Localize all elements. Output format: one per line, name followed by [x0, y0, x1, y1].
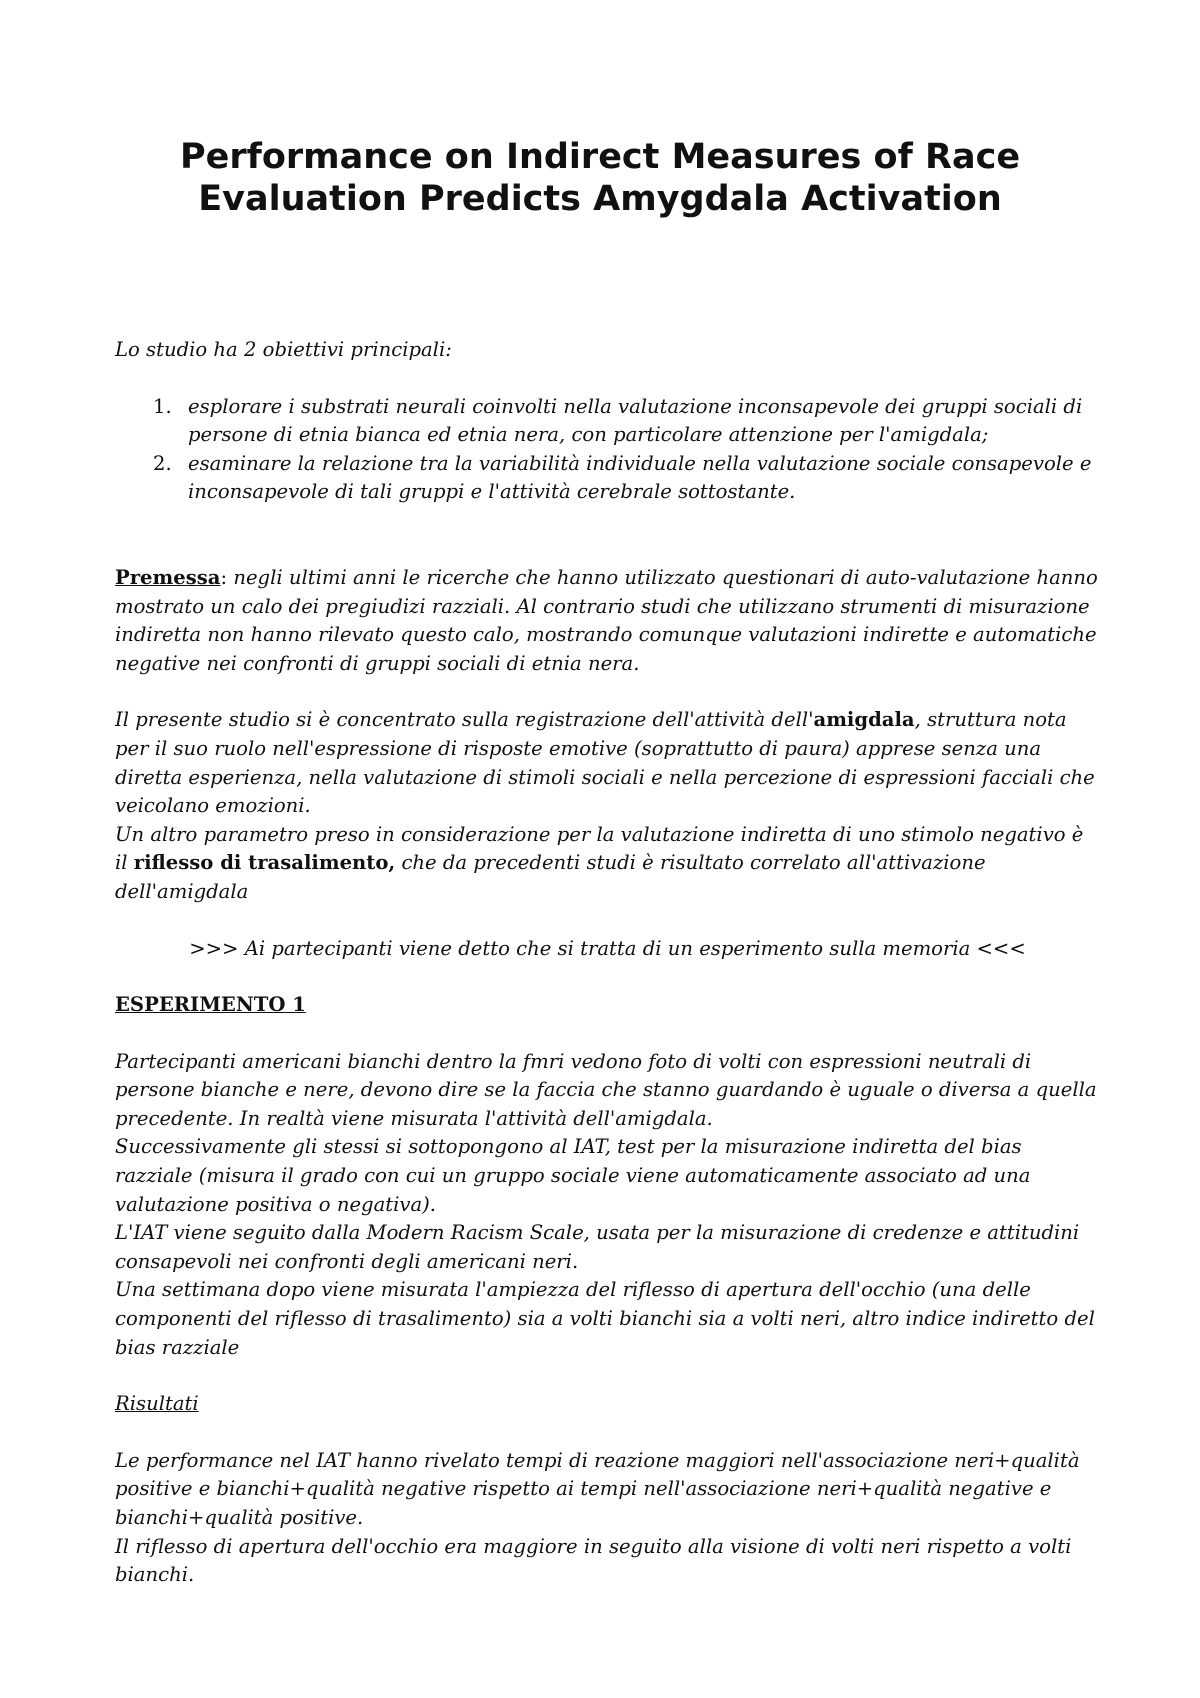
- esperimento-line: L'IAT viene seguito dalla Modern Racism Scale, usata per la misurazione di credenze e attitudini consapevoli nei confronti degli americani neri.: [115, 1221, 1080, 1273]
- riflesso-text-before: Un altro parametro preso in considerazione per la valutazione indiretta di uno stimolo negativo è il: [115, 822, 1084, 875]
- premessa-colon: :: [220, 565, 228, 589]
- premessa-label: Premessa: [115, 565, 221, 589]
- premessa-paragraph: [115, 564, 1100, 678]
- list-number: 2.: [153, 451, 172, 475]
- amigdala-paragraph: [115, 706, 1100, 820]
- amigdala-bold: amigdala: [813, 708, 915, 732]
- riflesso-paragraph: [115, 821, 1100, 907]
- esperimento-heading: ESPERIMENTO 1: [115, 993, 306, 1017]
- esperimento-line: Una settimana dopo viene misurata l'ampiezza del riflesso di apertura dell'occhio (una delle componenti del riflesso di trasalimento) sia a volti bianchi sia a volti neri, altro indice indiretto del bias razziale: [115, 1278, 1095, 1359]
- title-line-1: Performance on Indirect Measures of Race: [179, 137, 1021, 178]
- premessa-text: negli ultimi anni le ricerche che hanno utilizzato questionari di auto-valutazione hanno mostrato un calo dei pregiudizi razziali. Al contrario studi che utilizzano strumenti di misurazione indiretta non hanno rilevato questo calo, mostrando comunque valutazioni indirette e automatiche negative nei confronti di gruppi sociali di etnia nera.: [115, 565, 1098, 675]
- esperimento-line: Partecipanti americani bianchi dentro la fmri vedono foto di volti con espressioni neutrali di persone bianche e nere, devono dire se la faccia che stanno guardando è uguale o diversa a quella precedente. In realtà viene misurata l'attività dell'amigdala.: [115, 1049, 1097, 1130]
- list-item-text: esplorare i substrati neurali coinvolti nella valutazione inconsapevole dei gruppi sociali di persone di etnia bianca ed etnia nera, con particolare attenzione per l'amigdala;: [188, 394, 1083, 447]
- riflesso-text-after: che da precedenti studi è risultato correlato all'attivazione dell'amigdala: [115, 851, 986, 903]
- risultati-line: Il riflesso di apertura dell'occhio era maggiore in seguito alla visione di volti neri rispetto a volti bianchi.: [115, 1534, 1072, 1587]
- amigdala-text-after: , struttura nota per il suo ruolo nell'espressione di risposte emotive (soprattutto di paura) apprese senza una diretta esperienza, nella valutazione di stimoli sociali e nella percezione di espressioni facciali che veicolano emozioni.: [115, 708, 1095, 818]
- list-item-text: esaminare la relazione tra la variabilità individuale nella valutazione sociale consapevole e inconsapevole di tali gruppi e l'attività cerebrale sottostante.: [188, 451, 1092, 504]
- objectives-list: [115, 393, 1100, 507]
- risultati-heading: Risultati: [115, 1392, 199, 1416]
- intro-text: Lo studio ha 2 obiettivi principali:: [115, 338, 452, 361]
- list-number: 1.: [153, 394, 172, 418]
- risultati-line: Le performance nel IAT hanno rivelato tempi di reazione maggiori nell'associazione neri+qualità positive e bianchi+qualità negative rispetto ai tempi nell'associazione neri+qualità negative e bianchi+qualità positive.: [115, 1448, 1080, 1529]
- document-title: [0, 136, 1200, 220]
- document-body: [115, 336, 1100, 1590]
- riflesso-bold: riflesso di trasalimento,: [133, 851, 396, 875]
- list-item: [115, 450, 1100, 507]
- amigdala-text-before: Il presente studio si è concentrato sulla registrazione dell'attività dell': [115, 708, 814, 732]
- memory-note: >>> Ai partecipanti viene detto che si tratta di un esperimento sulla memoria <<<: [189, 936, 1026, 960]
- esperimento-line: Successivamente gli stessi si sottopongono al IAT, test per la misurazione indiretta del bias razziale (misura il grado con cui un gruppo sociale viene automaticamente associato ad una valutazione positiva o negativa).: [115, 1135, 1031, 1216]
- title-line-2: Evaluation Predicts Amygdala Activation: [198, 179, 1002, 220]
- list-item: [115, 393, 1100, 450]
